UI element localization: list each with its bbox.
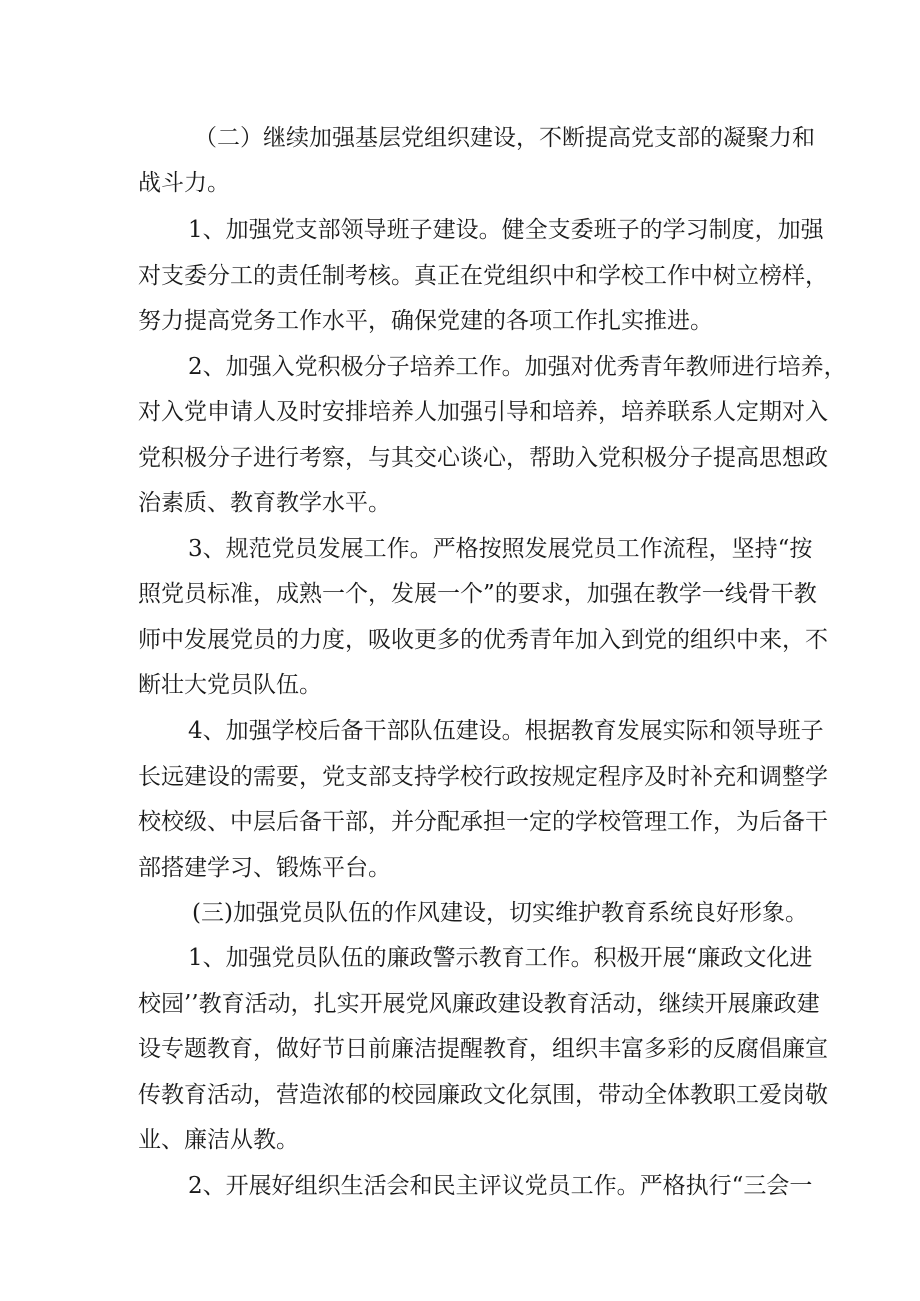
text-line-content: 战斗力。 — [138, 170, 230, 196]
text-line — [0, 529, 920, 569]
text-line — [0, 893, 920, 933]
text-line-content: 1、加强党支部领导班子建设。健全支委班子的学习制度，加强 — [188, 217, 824, 243]
text-line — [0, 757, 920, 797]
text-line — [0, 392, 920, 432]
text-line — [0, 256, 920, 296]
text-line-content: 4、加强学校后备干部队伍建设。根据教育发展实际和领导班子 — [188, 718, 824, 744]
text-line — [0, 438, 920, 478]
text-line-content: 传教育活动，营造浓郁的校园廉政文化氛围，带动全体教职工爱岗敬 — [138, 1082, 828, 1108]
text-line — [0, 848, 920, 888]
text-line-content: 治素质、教育教学水平。 — [138, 490, 391, 516]
text-line — [0, 802, 920, 842]
text-line-content: 努力提高党务工作水平，确保党建的各项工作扎实推进。 — [138, 308, 713, 334]
text-line-content: 业、廉洁从教。 — [138, 1127, 299, 1153]
text-line-content: 对入党申请人及时安排培养人加强引导和培养，培养联系人定期对入 — [138, 399, 828, 425]
text-line-content: 部搭建学习、锻炼平台。 — [138, 855, 391, 881]
text-line-content: 设专题教育，做好节日前廉洁提醒教育，组织丰富多彩的反腐倡廉宣 — [138, 1036, 828, 1062]
text-line — [0, 1120, 920, 1160]
text-line — [0, 1029, 920, 1069]
text-line — [0, 347, 920, 387]
text-line — [0, 1075, 920, 1115]
text-line — [0, 301, 920, 341]
text-line-content: 断壮大党员队伍。 — [138, 672, 322, 698]
text-line-content: （二）继续加强基层党组织建设，不断提高党支部的凝聚力和 — [194, 125, 815, 151]
text-line-content: (三)加强党员队伍的作风建设，切实维护教育系统良好形象。 — [192, 900, 808, 926]
text-line — [0, 118, 920, 158]
text-line-content: 校园’’教育活动，扎实开展党风廉政建设教育活动，继续开展廉政建 — [138, 991, 820, 1017]
text-line-content: 2、开展好组织生活会和民主评议党员工作。严格执行“三会一 — [188, 1173, 813, 1199]
text-line-content: 照党员标准，成熟一个，发展一个”的要求，加强在教学一线骨干教 — [138, 581, 817, 607]
text-line — [0, 711, 920, 751]
text-line — [0, 1166, 920, 1206]
text-line-content: 3、规范党员发展工作。严格按照发展党员工作流程，坚持“按 — [188, 536, 813, 562]
text-line-content: 对支委分工的责任制考核。真正在党组织中和学校工作中树立榜样， — [138, 263, 828, 289]
text-line — [0, 938, 920, 978]
text-line-content: 党积极分子进行考察，与其交心谈心，帮助入党积极分子提高思想政 — [138, 445, 828, 471]
text-line — [0, 665, 920, 705]
text-line — [0, 210, 920, 250]
text-line — [0, 620, 920, 660]
text-line-content: 1、加强党员队伍的廉政警示教育工作。积极开展“廉政文化进 — [188, 945, 813, 971]
text-line — [0, 574, 920, 614]
text-line — [0, 984, 920, 1024]
text-line — [0, 483, 920, 523]
text-line-content: 校校级、中层后备干部，并分配承担一定的学校管理工作，为后备干 — [138, 809, 828, 835]
text-line-content: 2、加强入党积极分子培养工作。加强对优秀青年教师进行培养， — [188, 354, 847, 380]
text-line-content: 长远建设的需要，党支部支持学校行政按规定程序及时补充和调整学 — [138, 764, 828, 790]
text-line — [0, 163, 920, 203]
text-line-content: 师中发展党员的力度，吸收更多的优秀青年加入到党的组织中来，不 — [138, 627, 828, 653]
